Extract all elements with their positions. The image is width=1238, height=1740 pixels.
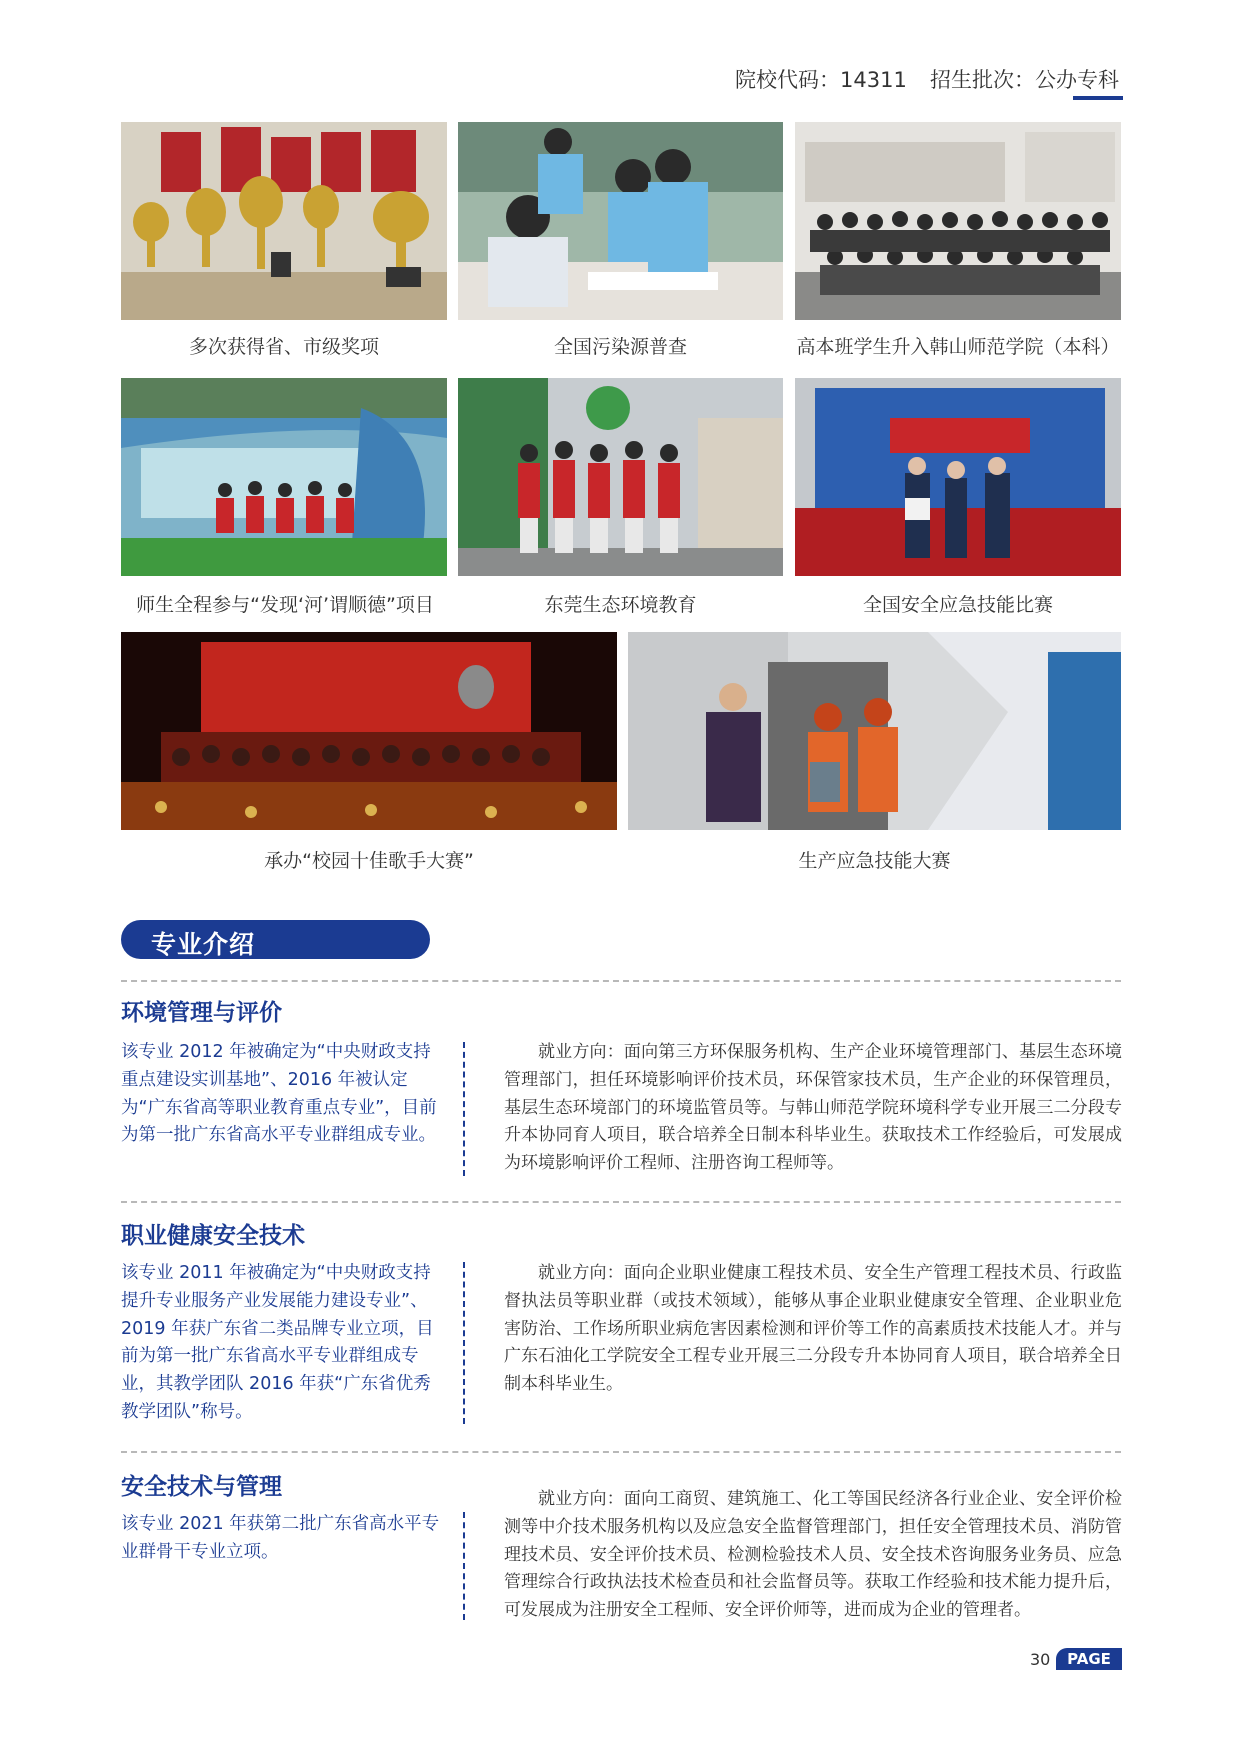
section-title: 专业介绍: [151, 930, 256, 959]
major-title: 环境管理与评价: [121, 1000, 282, 1026]
photo-caption: 高本班学生升入韩山师范学院（本科）: [796, 336, 1120, 358]
photo-pollution-census: [458, 122, 783, 320]
divider: [121, 1201, 1121, 1203]
photo-emergency-skills: [628, 632, 1121, 830]
photo-awards: [121, 122, 447, 320]
page-label: PAGE: [1056, 1648, 1122, 1670]
divider: [121, 1451, 1121, 1453]
photo-caption: 多次获得省、市级奖项: [188, 336, 379, 358]
section-banner: [121, 920, 430, 959]
major-title: 安全技术与管理: [121, 1474, 282, 1500]
column-divider: [463, 1262, 465, 1424]
photo-caption: 全国污染源普查: [553, 336, 687, 358]
header-accent-bar: [1073, 96, 1123, 100]
photo-caption: 承办“校园十佳歌手大赛”: [264, 850, 474, 872]
major-title: 职业健康安全技术: [121, 1223, 305, 1249]
column-divider: [463, 1042, 465, 1176]
major-summary: 该专业 2021 年获第二批广东省高水平专业群骨干专业立项。: [121, 1514, 440, 1562]
photo-river-project: [121, 378, 447, 576]
admission-batch: 招生批次：公办专科: [930, 68, 1119, 92]
photo-caption: 师生全程参与“发现‘河’谓顺德”项目: [136, 594, 434, 616]
major-summary: 该专业 2012 年被确定为“中央财政支持重点建设实训基地”、2016 年被认定为“广东省高等职业教育重点专业”，目前为第一批广东省高水平专业群组成专业。: [121, 1042, 437, 1146]
header-info: [735, 64, 1120, 94]
page-number: 30: [1030, 1650, 1051, 1669]
photo-caption: 生产应急技能大赛: [798, 850, 951, 872]
photo-singing-contest: [121, 632, 617, 830]
photo-safety-competition: [795, 378, 1121, 576]
photo-graduates: [795, 122, 1121, 320]
major-career: 就业方向：面向工商贸、建筑施工、化工等国民经济各行业企业、安全评价检测等中介技术服务机构以及应急安全监督管理部门，担任安全管理技术员、消防管理技术员、安全评价技术员、检测检验技术人员、安全技术咨询服务业务员、应急管理综合行政执法技术检查员和社会监督员等。获取工作经验和技术能力提升后，可发展成为注册安全工程师、安全评价师等，进而成为企业的管理者。: [504, 1489, 1122, 1621]
column-divider: [463, 1512, 465, 1620]
photo-caption: 东莞生态环境教育: [544, 594, 697, 616]
major-summary: 该专业 2011 年被确定为“中央财政支持提升专业服务产业发展能力建设专业”、2019 年获广东省二类品牌专业立项，目前为第一批广东省高水平专业群组成专业，其教学团队 2016 年获“广东省优秀教学团队”称号。: [121, 1263, 434, 1422]
photo-caption: 全国安全应急技能比赛: [862, 594, 1053, 616]
major-career: 就业方向：面向第三方环保服务机构、生产企业环境管理部门、基层生态环境管理部门，担任环境影响评价技术员，环保管家技术员，生产企业的环保管理员，基层生态环境部门的环境监管员等。与韩山师范学院环境科学专业开展三二分段专升本协同育人项目，联合培养全日制本科毕业生。获取技术工作经验后，可发展成为环境影响评价工程师、注册咨询工程师等。: [504, 1042, 1122, 1174]
divider: [121, 980, 1121, 982]
school-code: 院校代码：14311: [735, 68, 907, 92]
photo-eco-education: [458, 378, 783, 576]
major-career: 就业方向：面向企业职业健康工程技术员、安全生产管理工程技术员、行政监督执法员等职业群（或技术领域），能够从事企业职业健康安全管理、企业职业危害防治、工作场所职业病危害因素检测和评价等工作的高素质技术技能人才。并与广东石油化工学院安全工程专业开展三二分段专升本协同育人项目，联合培养全日制本科毕业生。: [504, 1263, 1122, 1395]
